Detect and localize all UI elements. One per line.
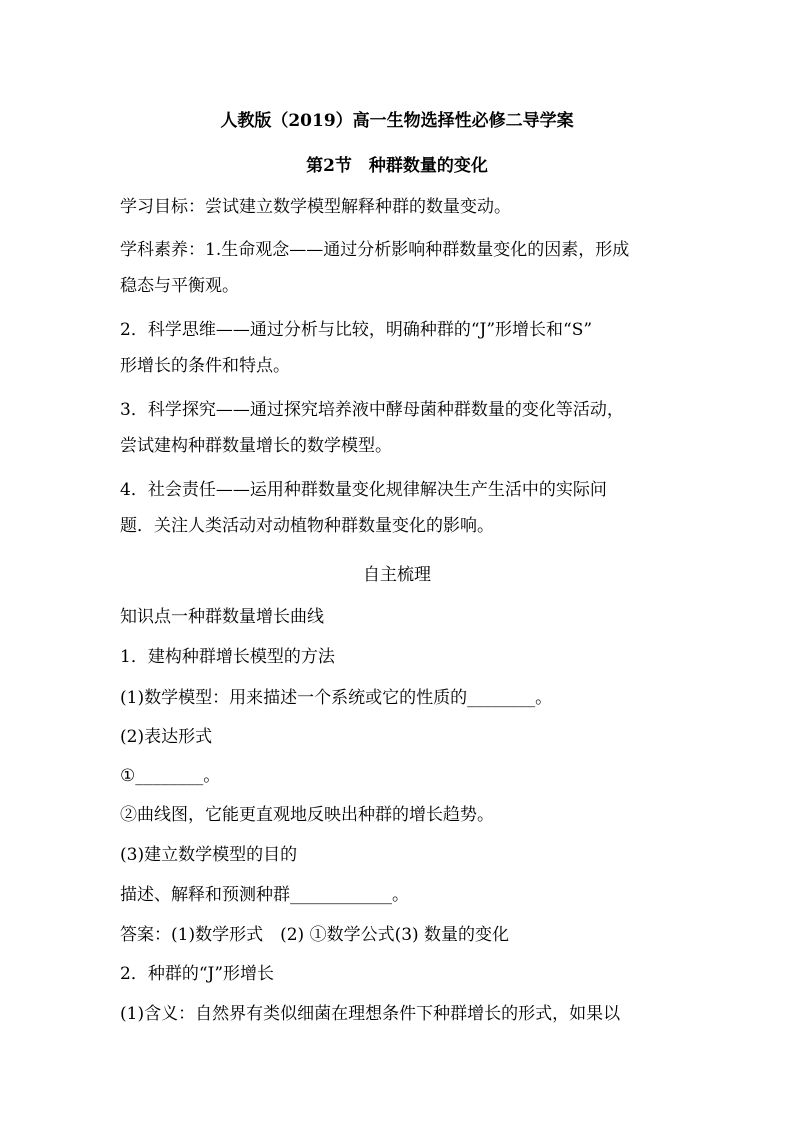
body-line: (2)表达形式 <box>120 727 213 747</box>
literacy-line: 学科素养：1.生命观念——通过分析影响种群数量变化的因素，形成 <box>120 240 630 260</box>
literacy-line: 题．关注人类活动对动植物种群数量变化的影响。 <box>120 516 494 536</box>
section-heading: 自主梳理 <box>363 565 431 585</box>
section-title: 第2节 种群数量的变化 <box>306 156 488 176</box>
body-line: ②曲线图，它能更直观地反映出种群的增长趋势。 <box>120 805 494 825</box>
body-line: (3)建立数学模型的目的 <box>120 845 298 865</box>
literacy-line: 3．科学探究——通过探究培养液中酵母菌种群数量的变化等活动， <box>120 400 624 420</box>
body-line: (1)含义：自然界有类似细菌在理想条件下种群增长的形式，如果以 <box>120 1004 621 1024</box>
body-line: (1)数学模型：用来描述一个系统或它的性质的________。 <box>120 688 553 708</box>
document-title: 人教版（2019）高一生物选择性必修二导学案 <box>220 111 574 131</box>
literacy-line: 形增长的条件和特点。 <box>120 356 290 376</box>
learning-goal: 学习目标：尝试建立数学模型解释种群的数量变动。 <box>120 197 511 217</box>
body-line: 知识点一种群数量增长曲线 <box>120 607 324 627</box>
body-line: ①________。 <box>120 766 221 786</box>
literacy-line: 2．科学思维——通过分析与比较，明确种群的“J”形增长和“S” <box>120 320 593 340</box>
answer-line: 答案：(1)数学形式 (2) ①数学公式(3) 数量的变化 <box>120 925 510 945</box>
literacy-line: 稳态与平衡观。 <box>120 276 239 296</box>
body-line: 2．种群的“J”形增长 <box>120 964 275 984</box>
literacy-line: 4．社会责任——运用种群数量变化规律解决生产生活中的实际问 <box>120 480 607 500</box>
literacy-line: 尝试建构种群数量增长的数学模型。 <box>120 436 392 456</box>
body-line: 描述、解释和预测种群____________。 <box>120 885 409 905</box>
body-line: 1．建构种群增长模型的方法 <box>120 647 335 667</box>
